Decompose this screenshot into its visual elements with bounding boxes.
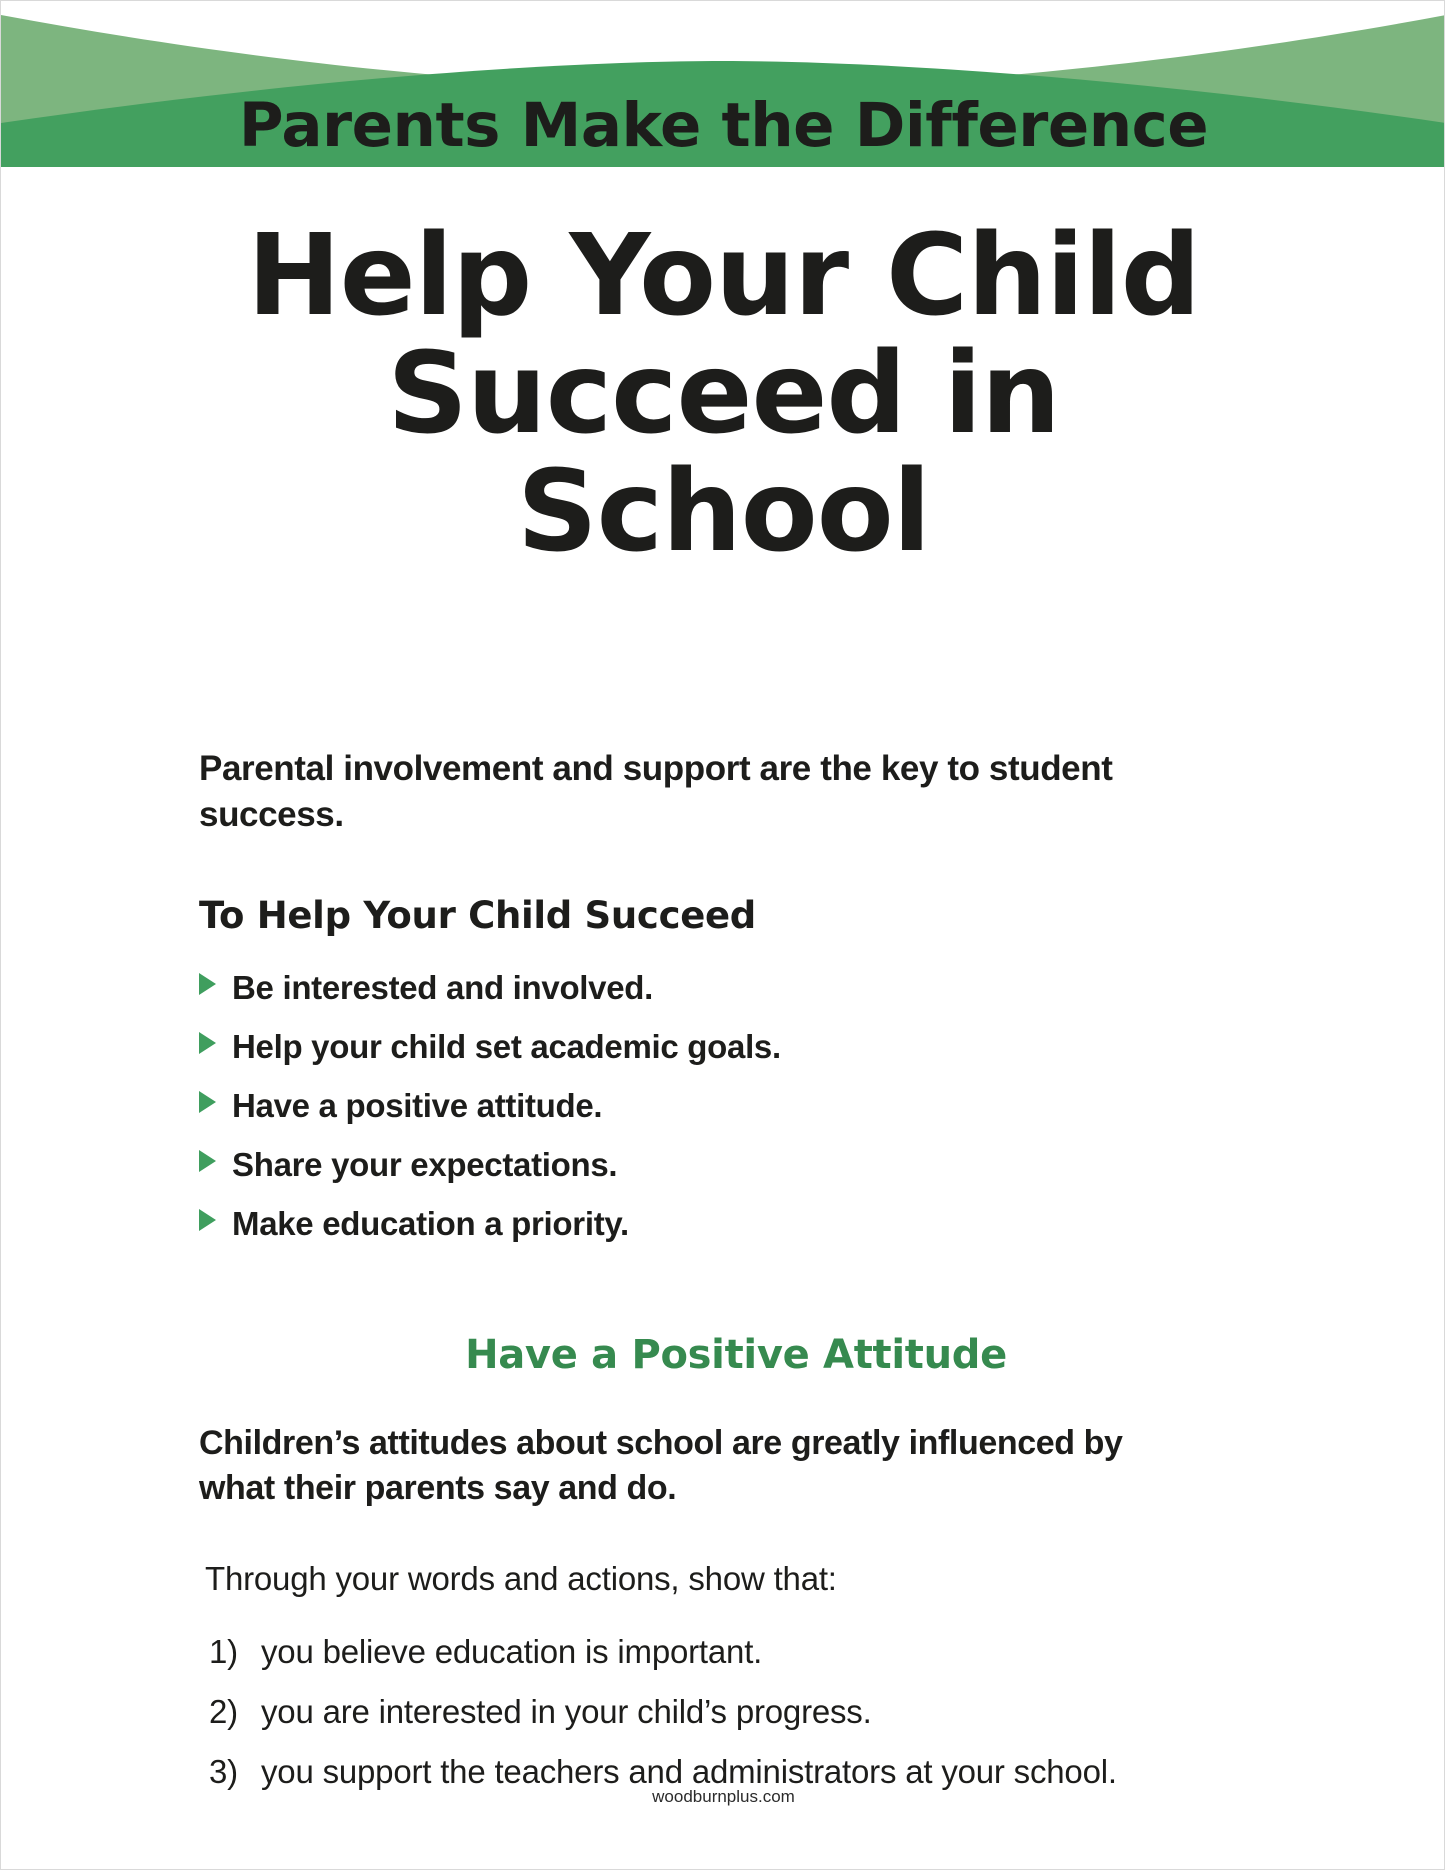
list-item-label: Help your child set academic goals.: [232, 1027, 781, 1065]
list-item-label: Have a positive attitude.: [232, 1086, 603, 1124]
list-item-label: Be interested and involved.: [232, 968, 654, 1006]
triangle-bullet-icon: [199, 973, 216, 995]
list-item: [199, 969, 1259, 1007]
list-item: [199, 1028, 1259, 1066]
page-title-line-2: Succeed in: [387, 329, 1060, 459]
section-heading-have-a-positive-attitude: Have a Positive Attitude: [465, 1331, 1007, 1378]
list-item-marker: 2): [209, 1692, 238, 1730]
list-item: [199, 1087, 1259, 1125]
list-item-label: Share your expectations.: [232, 1145, 618, 1183]
attitude-paragraph: Children’s attitudes about school are greatly influenced by what their parents say and do.: [199, 1423, 1123, 1507]
list-item-label: you believe education is important.: [261, 1632, 763, 1670]
page-title-line-1: Help Your Child: [247, 211, 1200, 341]
list-item: [199, 1205, 1259, 1243]
list-item: [209, 1692, 1259, 1732]
page-title: [1, 211, 1445, 577]
attitude-intro-line: Through your words and actions, show that:: [205, 1559, 837, 1597]
page-title-line-3: School: [516, 447, 931, 577]
list-item: [209, 1632, 1259, 1672]
footer-source: woodburnplus.com: [652, 1787, 795, 1806]
lead-paragraph: Parental involvement and support are the key to student success.: [199, 749, 1113, 834]
content-column: [199, 711, 1259, 1812]
header-banner: [1, 1, 1445, 167]
list-item-marker: 1): [209, 1632, 238, 1670]
triangle-bullet-icon: [199, 1032, 216, 1054]
triangle-bullet-icon: [199, 1150, 216, 1172]
attitude-numbered-list: [209, 1632, 1259, 1792]
list-item-label: you are interested in your child’s progress.: [261, 1692, 872, 1730]
list-item-marker: 3): [209, 1752, 238, 1790]
triangle-bullet-icon: [199, 1209, 216, 1231]
list-item: [209, 1752, 1259, 1792]
banner-title: Parents Make the Difference: [238, 90, 1209, 161]
list-item-label: you support the teachers and administrators at your school.: [261, 1752, 1117, 1790]
list-item-label: Make education a priority.: [232, 1204, 629, 1242]
triangle-bullet-icon: [199, 1091, 216, 1113]
tips-bullet-list: [199, 969, 1259, 1243]
section-heading-to-help-your-child-succeed: To Help Your Child Succeed: [199, 894, 756, 937]
list-item: [199, 1146, 1259, 1184]
